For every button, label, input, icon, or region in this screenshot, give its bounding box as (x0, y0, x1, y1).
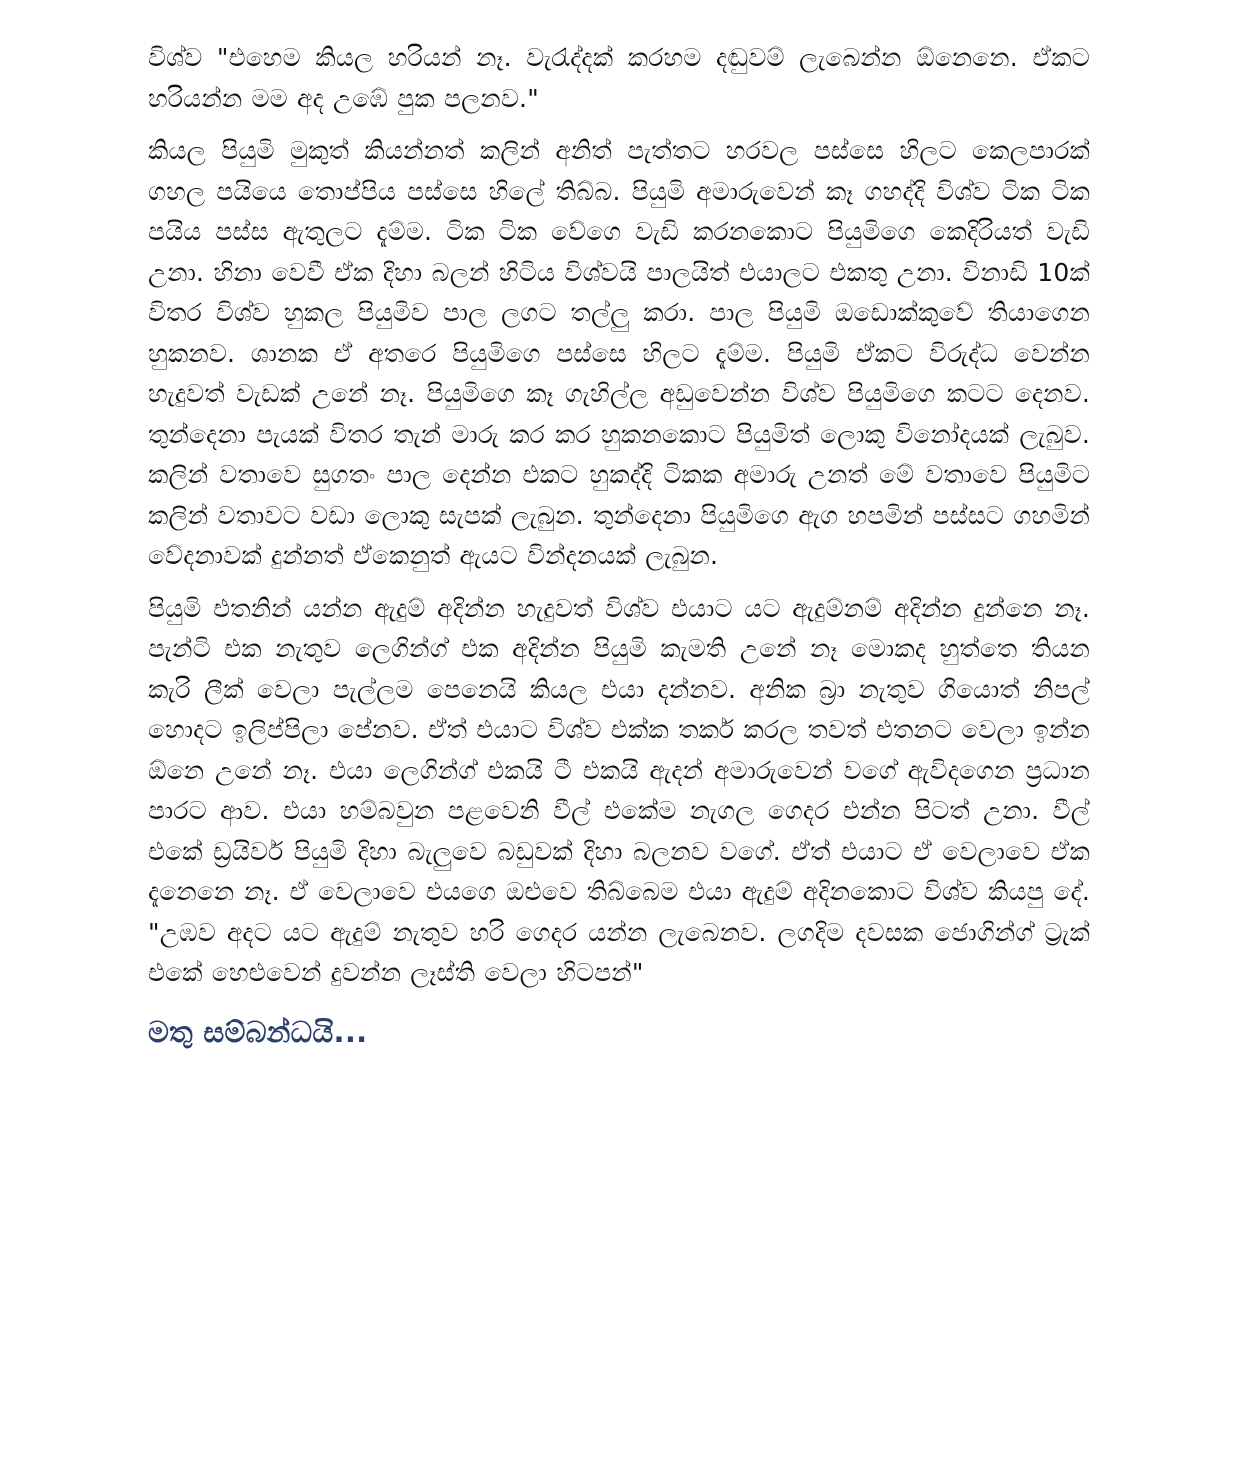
document-page (148, 38, 1090, 1052)
paragraph-1: විශ්ව "එහෙම කියල හරියන් නෑ. වැරැද්දක් කරහම දඬුවම් ලැබෙන්න ඕනෙනෙ. ඒකට හරියන්න මම අද උඹේ පුක පලනව." (148, 43, 1090, 113)
paragraph-3: පියුමි එතනින් යන්න ඇදුම් අදින්න හැදුවත් විශ්ව එයාට යට ඇදුම්නම් අදින්න දුන්නෙ නෑ. පැන්ටි එක නැතුව ලෙගින්ග් එක අදින්න පියුමි කැමති උනේ නෑ මොකද හුත්තෙ තියන කැරි ලීක් වෙලා පැල්ලම පෙනෙයි කියල එයා දන්නව. අනික බ්‍රා නැතුව ගියොත් නිපල් හොදට ඉලිප්පිලා පේනව. ඒත් එයාට විශ්ව එක්ක තර්ක කරල තවත් එතනට වෙලා ඉන්න ඕනෙ උනේ නෑ. එයා ලෙගින්ග් එකයි ටී එකයි ඇදන් අමාරුවෙන් වගේ ඇවිදගෙන ප්‍රධාන පාරට ආව. එයා හම්බවුන පළවෙනි වීල් එකේම නැගල ගෙදර එන්න පිටත් උනා. වීල් එකේ ඩ්‍රයිවර් පියුමි දිහා බැලුවෙ බඩුවක් දිහා බලනව වගේ. ඒත් එයාට ඒ වෙලාවෙ ඒක දැනෙනෙ නෑ. ඒ වෙලාවෙ එයගෙ ඔළුවෙ තිබ්බෙම එයා ඇදුම් අදිනකොට විශ්ව කියපු දේ. "උඹව අදට යට ඇදුම් නැතුව හරි ගෙදර යන්න ලැබෙනව. ලගදිම දවසක ජොගින්ග් ට්‍රැක් එකේ හෙළුවෙන් දුවන්න ලෑස්ති වෙලා හිටපන්" (148, 593, 1091, 987)
to-be-continued-label: මතු සම්බන්ධයි... (148, 1014, 368, 1049)
paragraph-2: කියල පියුමි මුකුත් කියන්නත් කලින් අනිත් පැත්තට හරවල පස්සෙ හිලට කෙලපාරක් ගහල පයියෙ තොප්පිය පස්සෙ හිලේ තිබ්බ. පියුමි අමාරුවෙන් කෑ ගහද්දි විශ්ව ටික ටික පයිය පස්ස ඇතුලට දැම්ම. ටික ටික වේගෙ වැඩි කරනකොට පියුමිගෙ කෙදිරියත් වැඩි උනා. හිනා වෙවී ඒක දිහා බලන් හිටිය විශ්වයි පාලයිත් එයාලට එකතු උනා. විනාඩි 10ක් විතර විශ්ව හුකල පියුමිව පාල ලගට තල්ලු කරා. පාල පියුමි ඔඩොක්කුවේ තියාගෙන හුකනව. ශානක ඒ අතරෙ පියුමිගෙ පස්සෙ හිලට දැම්ම. පියුමි ඒකට විරුද්ධ වෙන්න හැදුවත් වැඩක් උනේ නෑ. පියුමිගෙ කෑ ගැහිල්ල අඩුවෙන්න විශ්ව පියුමිගෙ කටට දෙනව. තුන්දෙනා පැයක් විතර තැන් මාරු කර කර හුකනකොට පියුමිත් ලොකු විනෝදයක් ලැබුව. කලින් වතාවෙ සුගතං පාල දෙන්න එකට හුකද්දි ටිකක අමාරු උනත් මේ වතාවෙ පියුමිට කලින් වතාවට වඩා ලොකු සැපක් ලැබුන. තුන්දෙනා පියුමිගෙ ඇග හපමින් පස්සට ගහමින් වේදනාවක් දුන්නත් ඒකෙනුත් ඇයට වින්දනයක් ලැබුන. (148, 136, 1090, 570)
